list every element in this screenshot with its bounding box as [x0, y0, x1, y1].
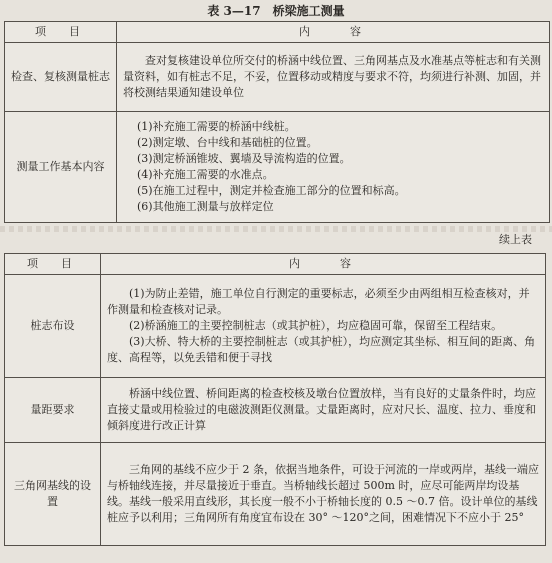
table-row [5, 443, 546, 546]
row-item-label: 三角网基线的设置 [5, 443, 101, 546]
row-item-label: 桩志布设 [5, 275, 101, 378]
content-paragraph: (3)大桥、特大桥的主要控制桩志（或其护桩），均应测定其坐标、相互间的距离、角度、高程等，以免丢错和便于寻找 [107, 335, 536, 364]
content-list-item: (1)补充施工需要的桥涵中线桩。 [137, 120, 296, 133]
row-item-label: 检查、复核测量桩志 [5, 43, 117, 112]
content-list-item: (4)补充施工需要的水准点。 [137, 168, 274, 181]
table-row [5, 275, 546, 378]
table-row [5, 43, 550, 112]
content-paragraph: 查对复核建设单位所交付的桥涵中线位置、三角网基点及水准基点等桩志和有关测量资料，如有桩志不足，不妥，位置移动或精度与要求不符，均须进行补测、加固，并将校测结果通知建设单位 [123, 54, 541, 99]
content-paragraph: 三角网的基线不应少于 2 条，依据当地条件，可设于河流的一岸或两岸，基线一端应与桥轴线连接，并尽量接近于垂直。当桥轴线长超过 500m 时，应尽可能两岸均设基线。基线一般采用直线形，其长度一般不小于桥轴长度的 0.5 ～0.7 倍。设计单位的基线桩应予以利用；三角网所有角度宜布设在 30° ～120°之间，困难情况下不应小于 25° [107, 463, 539, 524]
row-content [117, 43, 550, 112]
content-list-item: (2)测定墩、台中线和基础桩的位置。 [137, 136, 318, 149]
survey-table-2 [4, 253, 546, 546]
header-content: 内 容 [117, 22, 550, 43]
content-paragraph: (2)桥涵施工的主要控制桩志（或其护桩），均应稳固可靠，保留至工程结束。 [129, 319, 503, 332]
bleed-through-divider [0, 226, 552, 232]
row-content [117, 112, 550, 223]
table-row [5, 378, 546, 443]
survey-table-1 [4, 21, 550, 223]
row-content [101, 378, 546, 443]
content-paragraph: 桥涵中线位置、桥间距离的检查校核及墩台位置放样，当有良好的丈量条件时，均应直接丈量或用检验过的电磁波测距仪测量。丈量距离时，应对尺长、温度、拉力、垂度和倾斜度进行改正计算 [107, 387, 536, 432]
content-paragraph: (1)为防止差错，施工单位自行测定的重要标志，必须至少由两组相互检查核对，并作测量和检查核对记录。 [107, 287, 530, 316]
row-item-label: 量距要求 [5, 378, 101, 443]
continued-label: 续上表 [499, 233, 532, 246]
table-row [5, 112, 550, 223]
row-content [101, 275, 546, 378]
content-list-item: (3)测定桥涵锥坡、翼墙及导流构造的位置。 [137, 152, 351, 165]
header-item: 项 目 [5, 254, 101, 275]
table-header-row [5, 22, 550, 43]
content-list-item: (6)其他施工测量与放样定位 [137, 200, 274, 213]
header-item: 项 目 [5, 22, 117, 43]
row-item-label: 测量工作基本内容 [5, 112, 117, 223]
table-header-row [5, 254, 546, 275]
table-1-title: 表 3—17 桥梁施工测量 [207, 4, 345, 18]
content-list-item: (5)在施工过程中，测定并检查施工部分的位置和标高。 [137, 184, 406, 197]
row-content [101, 443, 546, 546]
header-content: 内 容 [101, 254, 546, 275]
